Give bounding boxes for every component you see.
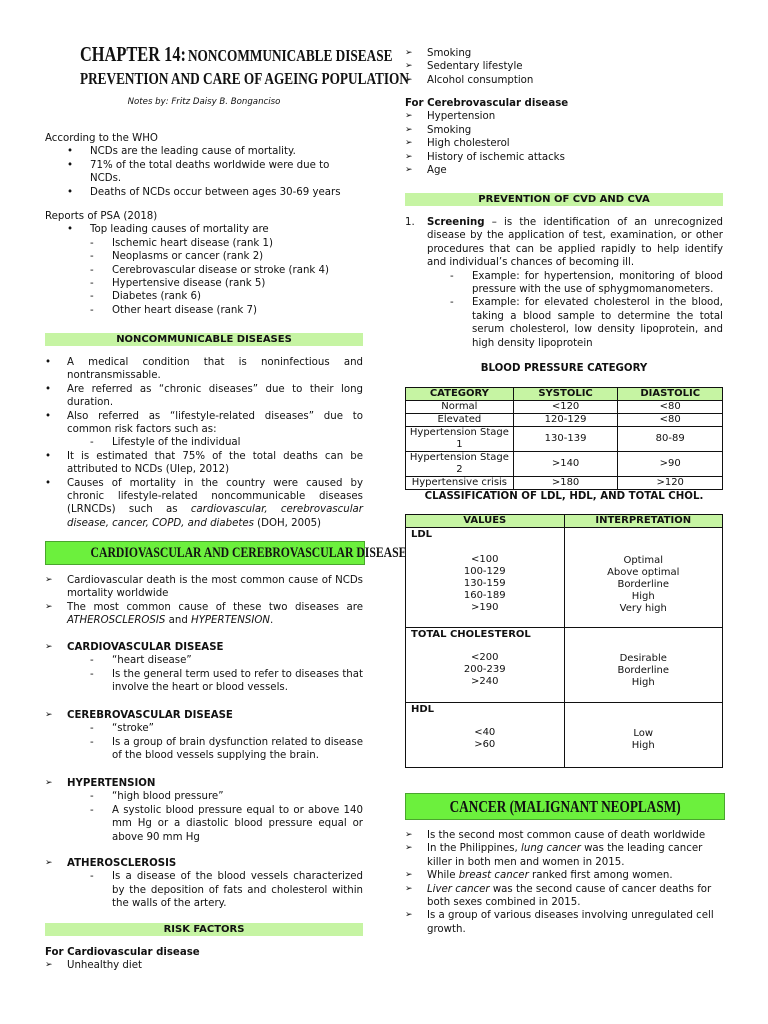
list-item: ➢ Alcohol consumption	[405, 74, 723, 87]
list-item: ➢ Unhealthy diet	[45, 959, 363, 972]
screening-text: – is the identification of an unrecognized disease by the application of test, examination, or other procedures that can be applied rapidly to help identify and individual’s chances of becoming ill.	[427, 217, 723, 269]
ncd-b5c: (DOH, 2005)	[253, 517, 322, 529]
cancer-c2b: lung cancer	[521, 843, 581, 855]
screening-number: 1.	[405, 217, 415, 228]
list-item: ➢ Age	[405, 164, 723, 177]
cancer-c4b: was the second cause of cancer deaths for both sexes combined in 2015.	[427, 883, 712, 909]
screening-examples	[405, 270, 723, 350]
list-item: 130-159	[463, 578, 506, 589]
cvd-section	[45, 574, 363, 628]
chol-table-wrap	[405, 514, 723, 768]
chol-title: CLASSIFICATION OF LDL, HDL, AND TOTAL CHOL.	[424, 491, 704, 502]
ldl-interp-cell	[564, 528, 723, 628]
ncd-b5a: Causes of mortality in the country were caused by chronic lifestyle-related noncommunicable diseases (LRNCDs) such as	[67, 477, 363, 516]
list-item: Above optimal	[607, 567, 680, 578]
risk-cardio-block	[45, 946, 363, 973]
risk-heading: RISK FACTORS	[45, 923, 363, 936]
cancer-section	[405, 829, 723, 936]
table-row	[406, 427, 723, 452]
athero-title: ➢ ATHEROSCLEROSIS	[45, 857, 363, 870]
cancer-c2a: In the Philippines,	[427, 843, 522, 855]
table-cell: 130-139	[513, 427, 618, 452]
list-item: High	[631, 740, 655, 751]
table-cell: <80	[618, 414, 723, 427]
list-item: • Top leading causes of mortality are	[45, 223, 363, 236]
cancer-c3b: breast cancer	[458, 870, 529, 882]
cardio-title-list	[45, 641, 363, 654]
list-item: ➢ High cholesterol	[405, 137, 723, 150]
list-item: - “heart disease”	[45, 654, 363, 667]
list-item: High	[631, 591, 655, 602]
cvd-heading-text: CARDIOVASCULAR AND CEREBROVASCULAR DISEASE	[90, 545, 407, 561]
title-part1: NONCOMMUNICABLE DISEASE	[187, 46, 393, 65]
cardio-title: ➢ CARDIOVASCULAR DISEASE	[45, 641, 363, 654]
cerebro-items	[45, 722, 363, 762]
list-item: • Are referred as “chronic diseases” due to their long duration.	[45, 383, 363, 410]
list-item: <100	[471, 554, 499, 565]
list-item: 200-239	[463, 664, 506, 675]
table-cell: Hypertensive crisis	[406, 477, 514, 490]
list-item: Borderline	[617, 579, 670, 590]
cerebro-title: ➢ CEREBROVASCULAR DISEASE	[45, 709, 363, 722]
risk-cerebro-list	[405, 110, 723, 177]
table-row	[406, 703, 723, 768]
list-item: 160-189	[463, 590, 506, 601]
htn-title: ➢ HYPERTENSION	[45, 777, 363, 790]
list-item: • Deaths of NCDs occur between ages 30-69 years	[45, 186, 363, 199]
list-item: >60	[474, 739, 496, 750]
table-cell: 80-89	[618, 427, 723, 452]
hdl-values-cell	[406, 703, 565, 768]
cvd-a2e: .	[269, 615, 274, 627]
list-item: - “high blood pressure”	[45, 790, 363, 803]
prevention-heading: PREVENTION OF CVD AND CVA	[405, 193, 723, 206]
bp-header-systolic: SYSTOLIC	[513, 388, 618, 401]
htn-title-list	[45, 777, 363, 790]
list-item: • NCDs are the leading cause of mortality.	[45, 145, 363, 158]
psa-section	[45, 210, 363, 317]
tc-label: TOTAL CHOLESTEROL	[411, 629, 531, 640]
cvd-a2b: ATHEROSCLEROSIS	[67, 615, 166, 627]
list-item: ➢ History of ischemic attacks	[405, 151, 723, 164]
list-item: Borderline	[617, 665, 670, 676]
htn-items	[45, 790, 363, 844]
cancer-c4a: Liver cancer	[427, 883, 490, 895]
list-item: >190	[471, 602, 499, 613]
table-row	[406, 401, 723, 414]
table-row	[406, 452, 723, 477]
tc-interp-cell	[564, 628, 723, 703]
list-item: - Neoplasms or cancer (rank 2)	[45, 250, 363, 263]
who-intro: According to the WHO	[45, 133, 158, 144]
list-item: >240	[471, 676, 499, 687]
cvd-a2d: HYPERTENSION	[191, 615, 270, 627]
chapter-title-line1	[79, 42, 393, 66]
athero-title-list	[45, 857, 363, 870]
risk-cerebro-title: For Cerebrovascular disease	[405, 98, 569, 109]
list-item: ➢ Cardiovascular death is the most common cause of NCDs mortality worldwide	[45, 574, 363, 601]
psa-bullets	[45, 223, 363, 236]
list-item: - Example: for hypertension, monitoring of blood pressure with the use of sphygmomanometers.	[405, 270, 723, 297]
list-item: 100-129	[463, 566, 506, 577]
hdl-interp-cell	[564, 703, 723, 768]
list-item: ➢ Is the second most common cause of death worldwide	[405, 829, 723, 842]
list-item	[405, 842, 723, 869]
list-item: ➢ Smoking	[405, 124, 723, 137]
bp-title: BLOOD PRESSURE CATEGORY	[480, 363, 648, 374]
table-row	[406, 414, 723, 427]
table-row	[406, 628, 723, 703]
tc-interp	[565, 653, 723, 689]
list-item: Desirable	[619, 653, 667, 664]
list-item: - Hypertensive disease (rank 5)	[45, 277, 363, 290]
cerebro-title-list	[45, 709, 363, 722]
list-item: • A medical condition that is noninfectious and nontransmissable.	[45, 356, 363, 383]
cancer-heading	[405, 793, 725, 820]
hdl-interp	[565, 728, 723, 752]
list-item: • It is estimated that 75% of the total deaths can be attributed to NCDs (Ulep, 2012)	[45, 450, 363, 477]
list-item: ➢ Smoking	[405, 47, 723, 60]
table-cell: <120	[513, 401, 618, 414]
chapter-title-line2: PREVENTION AND CARE OF AGEING POPULATION	[79, 69, 409, 88]
list-item: - Is the general term used to refer to diseases that involve the heart or blood vessels.	[45, 668, 363, 695]
list-item: Very high	[619, 603, 667, 614]
list-item: • 71% of the total deaths worldwide were due to NCDs.	[45, 159, 363, 186]
psa-intro: Reports of PSA (2018)	[45, 211, 158, 222]
list-item: - Other heart disease (rank 7)	[45, 304, 363, 317]
chol-table	[405, 514, 723, 768]
ldl-values-cell	[406, 528, 565, 628]
list-item: High	[631, 677, 655, 688]
cancer-c2c: was the leading cancer killer in both men and women in 2015.	[427, 843, 703, 868]
who-list	[45, 145, 363, 199]
table-cell: Normal	[406, 401, 514, 414]
cardio-items	[45, 654, 363, 694]
list-item: Optimal	[623, 555, 664, 566]
bp-header-category: CATEGORY	[406, 388, 514, 401]
chapter-label: CHAPTER 14:	[79, 42, 186, 66]
risk-cerebro-block	[405, 97, 723, 177]
ncd-section	[45, 356, 363, 530]
risk-cardio-continued	[405, 47, 723, 87]
chol-header-interp: INTERPRETATION	[564, 515, 723, 528]
prevention-section	[405, 216, 723, 350]
psa-ranks	[45, 237, 363, 317]
athero-items	[45, 870, 363, 910]
cerebro-block	[45, 709, 363, 763]
cancer-c3a: While	[427, 870, 459, 882]
cardio-block	[45, 641, 363, 695]
screening-label: Screening	[427, 217, 485, 228]
tc-values-cell	[406, 628, 565, 703]
list-item: - A systolic blood pressure equal to or above 140 mm Hg or a diastolic blood pressure equal or above 90 mm Hg	[45, 804, 363, 844]
cvd-intro-list	[45, 574, 363, 628]
athero-block	[45, 857, 363, 911]
hdl-label: HDL	[411, 704, 435, 715]
table-cell: <80	[618, 401, 723, 414]
list-item: Low	[633, 728, 654, 739]
table-row	[406, 528, 723, 628]
hdl-values	[406, 727, 564, 751]
ncd-list	[45, 356, 363, 436]
bp-header-diastolic: DIASTOLIC	[618, 388, 723, 401]
chol-header-values: VALUES	[406, 515, 565, 528]
table-cell: >120	[618, 477, 723, 490]
list-item: - “stroke”	[45, 722, 363, 735]
tc-values	[406, 652, 564, 688]
ldl-values	[406, 554, 564, 614]
ncd-heading: NONCOMMUNICABLE DISEASES	[45, 333, 363, 346]
risk-cardio-title: For Cardiovascular disease	[45, 947, 200, 958]
list-item: ➢ Is a group of various diseases involving unregulated cell growth.	[405, 909, 723, 936]
table-row	[406, 477, 723, 490]
notes-author: Notes by: Fritz Daisy B. Bonganciso	[127, 97, 281, 107]
bp-table-wrap	[405, 387, 723, 490]
list-item	[45, 410, 363, 437]
list-item: - Ischemic heart disease (rank 1)	[45, 237, 363, 250]
list-item	[405, 883, 723, 910]
cvd-a2a: The most common cause of these two diseases are	[67, 601, 363, 613]
list-item: <40	[474, 727, 496, 738]
table-cell: 120-129	[513, 414, 618, 427]
ncd-b5b: cardiovascular, cerebrovascular disease, cancer, COPD, and diabetes	[67, 504, 363, 529]
cancer-c3c: ranked first among women.	[528, 870, 673, 882]
table-cell: Hypertension Stage 1	[406, 427, 514, 452]
list-item: - Is a group of brain dysfunction related to disease of the blood vessels supplying the brain.	[45, 736, 363, 763]
screening-item	[405, 216, 723, 270]
list-item: - Diabetes (rank 6)	[45, 290, 363, 303]
list-item	[45, 477, 363, 531]
ncd-sub	[45, 436, 363, 449]
table-header-row	[406, 515, 723, 528]
cancer-list	[405, 829, 723, 936]
list-item: - Example: for elevated cholesterol in the blood, taking a blood sample to determine the total serum cholesterol, low density lipoprotein, and high density lipoprotein	[405, 296, 723, 350]
list-item	[405, 869, 723, 882]
table-header-row	[406, 388, 723, 401]
htn-block	[45, 777, 363, 844]
bp-table	[405, 387, 723, 490]
list-item: ➢ Hypertension	[405, 110, 723, 123]
risk-cardio-list-a	[45, 959, 363, 972]
ldl-interp	[565, 555, 723, 615]
list-item: - Cerebrovascular disease or stroke (rank 4)	[45, 264, 363, 277]
cancer-heading-text: CANCER (MALIGNANT NEOPLASM)	[449, 797, 681, 816]
risk-cardio-list-b	[405, 47, 723, 87]
who-section	[45, 132, 363, 199]
ldl-label: LDL	[411, 529, 433, 540]
table-cell: >180	[513, 477, 618, 490]
list-item: ➢ Sedentary lifestyle	[405, 60, 723, 73]
cvd-heading	[45, 541, 407, 565]
table-cell: >140	[513, 452, 618, 477]
cvd-a2c: and	[165, 615, 192, 627]
list-item: - Lifestyle of the individual	[45, 436, 363, 449]
table-cell: Elevated	[406, 414, 514, 427]
table-cell: >90	[618, 452, 723, 477]
table-cell: Hypertension Stage 2	[406, 452, 514, 477]
list-item	[45, 601, 363, 628]
list-item: - Is a disease of the blood vessels characterized by the deposition of fats and cholesterol within the walls of the artery.	[45, 870, 363, 910]
list-item: <200	[471, 652, 499, 663]
ncd-b3-text: Also referred as “lifestyle-related diseases” due to common risk factors such as:	[67, 410, 363, 436]
ncd-list-2	[45, 450, 363, 530]
